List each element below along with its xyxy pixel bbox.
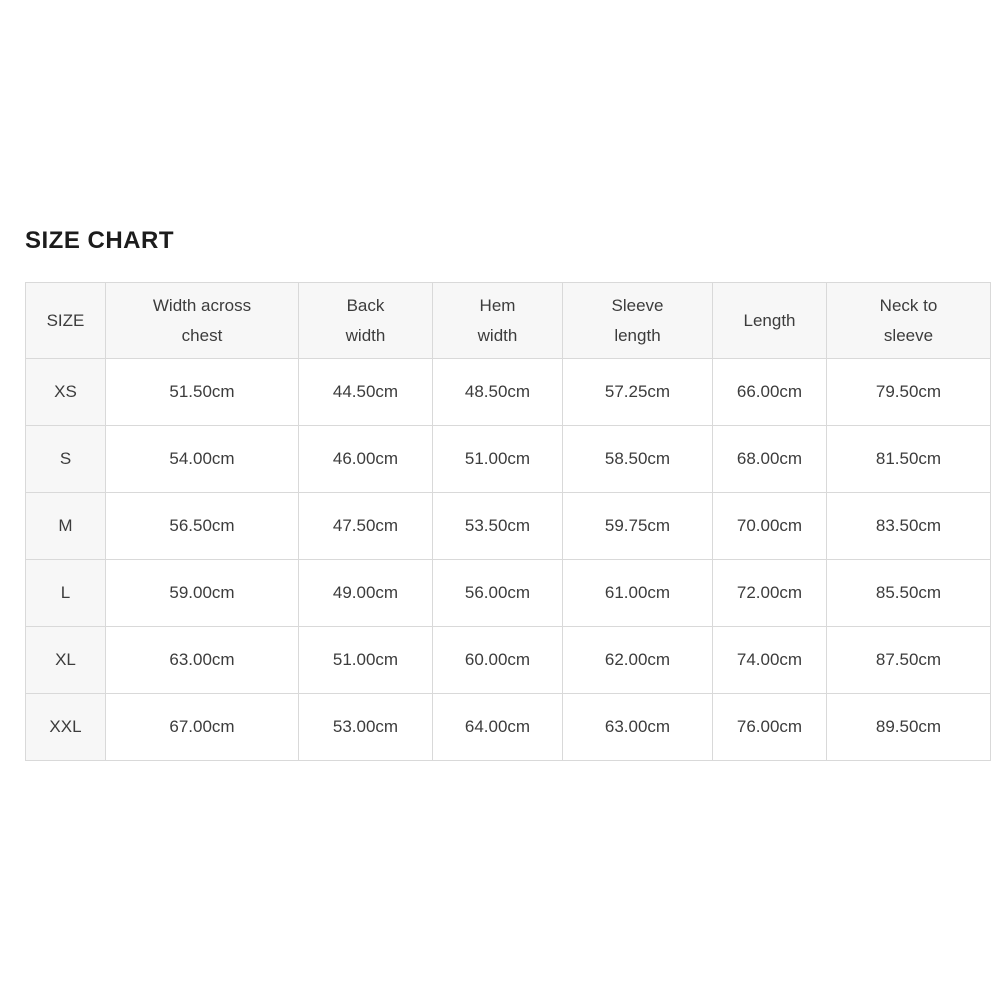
table-row-s: [26, 426, 991, 493]
header-cell-hem-width: [433, 283, 563, 359]
header-cell-length: [713, 283, 827, 359]
table-cell: 48.50cm: [433, 359, 563, 426]
table-header-row: [26, 283, 991, 359]
header-label: Neck to: [879, 295, 938, 315]
size-cell: XS: [26, 359, 106, 426]
table-cell: 60.00cm: [433, 627, 563, 694]
table-cell: 59.00cm: [106, 560, 299, 627]
header-label: length: [614, 325, 661, 345]
table-cell: 79.50cm: [827, 359, 991, 426]
table-cell: 53.50cm: [433, 493, 563, 560]
table-cell: 51.50cm: [106, 359, 299, 426]
table-cell: 67.00cm: [106, 694, 299, 761]
table-cell: 74.00cm: [713, 627, 827, 694]
table-cell: 47.50cm: [299, 493, 433, 560]
table-cell: 81.50cm: [827, 426, 991, 493]
header-cell-back-width: [299, 283, 433, 359]
table-cell: 70.00cm: [713, 493, 827, 560]
table-cell: 64.00cm: [433, 694, 563, 761]
table-cell: 56.50cm: [106, 493, 299, 560]
size-cell: L: [26, 560, 106, 627]
table-cell: 89.50cm: [827, 694, 991, 761]
header-label: sleeve: [883, 325, 934, 345]
size-chart-table: [25, 282, 991, 761]
table-cell: 87.50cm: [827, 627, 991, 694]
header-cell-width-across-chest: [106, 283, 299, 359]
table-row-l: [26, 560, 991, 627]
size-cell: M: [26, 493, 106, 560]
header-label: chest: [181, 325, 223, 345]
page-title: SIZE CHART: [25, 227, 174, 254]
table-cell: 59.75cm: [563, 493, 713, 560]
table-cell: 68.00cm: [713, 426, 827, 493]
header-label: Sleeve: [611, 295, 664, 315]
size-cell: XXL: [26, 694, 106, 761]
table-cell: 44.50cm: [299, 359, 433, 426]
header-label: width: [345, 325, 386, 345]
table-cell: 57.25cm: [563, 359, 713, 426]
table-cell: 56.00cm: [433, 560, 563, 627]
table-cell: 51.00cm: [299, 627, 433, 694]
table-cell: 63.00cm: [106, 627, 299, 694]
header-cell-size: [26, 283, 106, 359]
header-label: Width across: [152, 295, 252, 315]
table-cell: 54.00cm: [106, 426, 299, 493]
table-cell: 85.50cm: [827, 560, 991, 627]
size-cell: XL: [26, 627, 106, 694]
header-cell-sleeve-length: [563, 283, 713, 359]
table-cell: 53.00cm: [299, 694, 433, 761]
table-row-xxl: [26, 694, 991, 761]
header-label: Back: [346, 295, 385, 315]
table-cell: 76.00cm: [713, 694, 827, 761]
table-cell: 46.00cm: [299, 426, 433, 493]
header-label: SIZE: [46, 310, 85, 330]
table-cell: 63.00cm: [563, 694, 713, 761]
table-row-xs: [26, 359, 991, 426]
table-row-xl: [26, 627, 991, 694]
header-cell-neck-to-sleeve: [827, 283, 991, 359]
header-label: Length: [743, 310, 796, 330]
table-cell: 51.00cm: [433, 426, 563, 493]
size-cell: S: [26, 426, 106, 493]
table-cell: 62.00cm: [563, 627, 713, 694]
table-cell: 49.00cm: [299, 560, 433, 627]
table-cell: 83.50cm: [827, 493, 991, 560]
header-label: Hem: [479, 295, 516, 315]
table-cell: 72.00cm: [713, 560, 827, 627]
table-cell: 66.00cm: [713, 359, 827, 426]
table-row-m: [26, 493, 991, 560]
table-cell: 58.50cm: [563, 426, 713, 493]
header-label: width: [477, 325, 518, 345]
table-cell: 61.00cm: [563, 560, 713, 627]
